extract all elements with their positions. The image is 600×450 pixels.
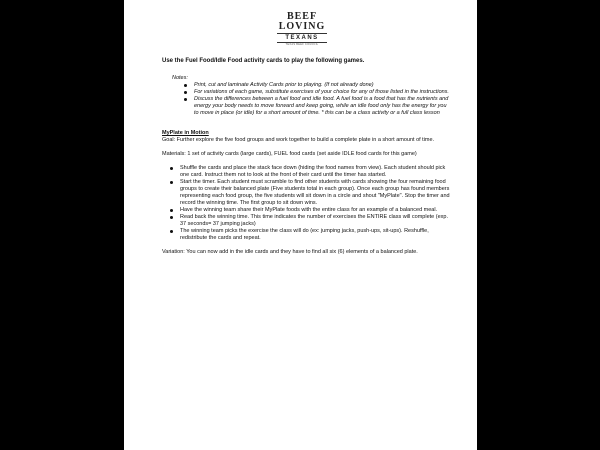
logo-line-texans: TEXANS: [277, 33, 327, 43]
beef-loving-texans-logo: [277, 12, 327, 46]
goal-paragraph: Goal: Further explore the five food groups and work together to build a complete plate in a short amount of time.: [162, 137, 435, 143]
step-item: The winning team picks the exercise the class will do (ex: jumping jacks, push-ups, sit-ups). Reshuffle, redistribute the cards and repeat.: [170, 228, 452, 242]
step-item: Start the timer. Each student must scramble to find other students with cards showing the four remaining food groups to create their balanced plate (Five students total in each group). Once each group has found members representing each food group, the five students will sit down in a circle and shout "MyPlate". Stop the timer and record the winning time. The first group to sit down wins.: [170, 179, 452, 207]
step-item: Shuffle the cards and place the stack face down (hiding the food names from view). Each student should pick one card. Instruct them not to look at the front of their card until the timer has started.: [170, 165, 452, 179]
section-title: MyPlate in Motion: [162, 130, 209, 136]
document-page: [124, 0, 477, 450]
document-title: Use the Fuel Food/Idle Food activity cards to play the following games.: [162, 58, 365, 64]
materials-paragraph: Materials: 1 set of activity cards (large cards), FUEL food cards (set aside IDLE food cards for this game): [162, 151, 417, 157]
note-item: Print, cut and laminate Activity Cards prior to playing. (If not already done): [184, 82, 452, 89]
logo-line-beef: BEEF: [286, 11, 318, 22]
document-content: [162, 58, 452, 256]
logo-tagline: TEXAS BEEF COUNCIL: [285, 43, 319, 46]
step-item: Have the winning team share their MyPlate foods with the entire class for an example of a balanced meal.: [170, 207, 452, 214]
steps-list: [162, 165, 452, 242]
step-item: Read back the winning time. This time indicates the number of exercises the ENTIRE class will complete (exp. 37 seconds= 37 jumping jacks): [170, 214, 452, 228]
notes-list: [162, 82, 452, 117]
notes-label: Notes:: [172, 75, 188, 81]
logo-line-loving: LOVING: [278, 21, 326, 32]
note-item: For variations of each game, substitute exercises of your choice for any of those listed in the instructions.: [184, 89, 452, 96]
note-item: Discuss the differences between a fuel food and idle food. A fuel food is a food that has the nutrients and energy your body needs to move forward and keep going, while an idle food only has the energy for you to move in place (or idle) for a short amount of time. * this can be a class activity or a full class lesson: [184, 96, 452, 117]
variation-paragraph: Variation: You can now add in the idle cards and they have to find all six (6) elements of a balanced plate.: [162, 249, 418, 255]
